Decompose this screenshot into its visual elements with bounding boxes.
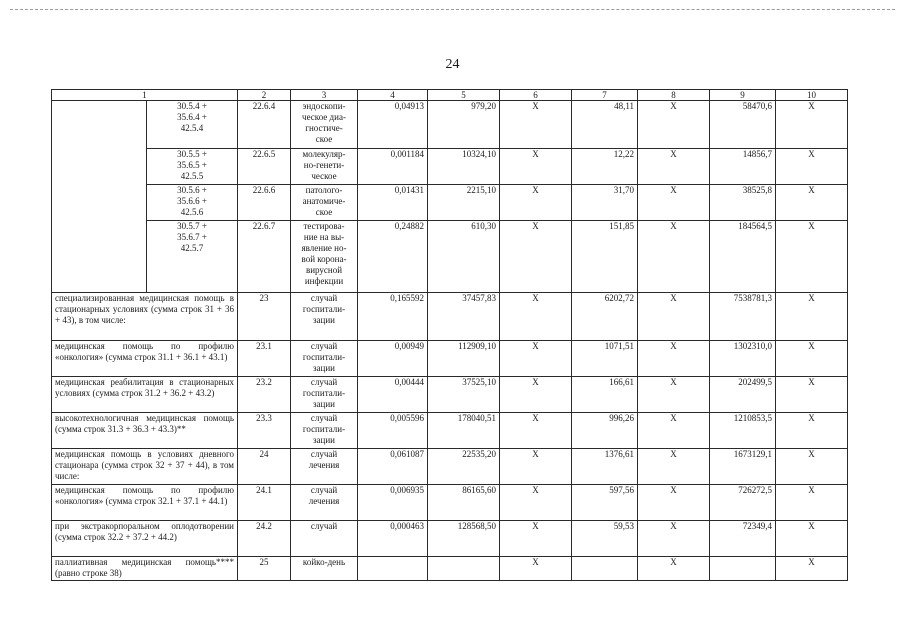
table-row (52, 557, 848, 581)
value-cell-c5: 178040,51 (428, 413, 500, 449)
value-cell-c9: 184564,5 (710, 221, 776, 293)
value-cell-c4: 0,006935 (358, 485, 428, 521)
value-cell-c8: Х (638, 377, 710, 413)
value-cell-c6: Х (500, 185, 572, 221)
value-cell-c10: Х (776, 377, 848, 413)
value-cell-c9: 14856,7 (710, 149, 776, 185)
table-row (52, 149, 848, 185)
value-cell-c7: 996,26 (572, 413, 638, 449)
value-cell-c9: 38525,8 (710, 185, 776, 221)
value-cell-c4: 0,061087 (358, 449, 428, 485)
value-cell-c9: 1210853,5 (710, 413, 776, 449)
column-header: 4 (358, 90, 428, 101)
table-row (52, 377, 848, 413)
value-cell-c7: 1376,61 (572, 449, 638, 485)
column-header: 10 (776, 90, 848, 101)
value-cell-c8: Х (638, 221, 710, 293)
row-label-cell: медицинская помощь по профилю «онкология» (сумма строк 32.1 + 37.1 + 44.1) (52, 485, 238, 521)
value-cell-c5: 128568,50 (428, 521, 500, 557)
column-header: 9 (710, 90, 776, 101)
unit-cell: молекуляр- но-генети- ческое (291, 149, 358, 185)
value-cell-c4: 0,000463 (358, 521, 428, 557)
line-code-cell: 30.5.7 + 35.6.7 + 42.5.7 (147, 221, 238, 293)
value-cell-c7: 151,85 (572, 221, 638, 293)
value-cell-c5: 10324,10 (428, 149, 500, 185)
value-cell-c5: 979,20 (428, 101, 500, 149)
column-header-row (52, 90, 848, 101)
value-cell-c10: Х (776, 413, 848, 449)
value-cell-c6: Х (500, 413, 572, 449)
value-cell-c5 (428, 557, 500, 581)
value-cell-c9: 726272,5 (710, 485, 776, 521)
column-header: 3 (291, 90, 358, 101)
top-dashed-rule (10, 9, 895, 10)
value-cell-c7: 48,11 (572, 101, 638, 149)
row-number-cell: 22.6.6 (238, 185, 291, 221)
value-cell-c6: Х (500, 485, 572, 521)
table-row (52, 341, 848, 377)
value-cell-c8: Х (638, 293, 710, 341)
value-cell-c5: 2215,10 (428, 185, 500, 221)
value-cell-c10: Х (776, 449, 848, 485)
value-cell-c7: 166,61 (572, 377, 638, 413)
row-number-cell: 24.1 (238, 485, 291, 521)
line-code-cell: 30.5.4 + 35.6.4 + 42.5.4 (147, 101, 238, 149)
unit-cell: случай (291, 521, 358, 557)
value-cell-c7: 1071,51 (572, 341, 638, 377)
value-cell-c6: Х (500, 341, 572, 377)
table-row (52, 293, 848, 341)
unit-cell: случай лечения (291, 449, 358, 485)
column-header: 7 (572, 90, 638, 101)
unit-cell: случай лечения (291, 485, 358, 521)
value-cell-c8: Х (638, 557, 710, 581)
value-cell-c4: 0,00949 (358, 341, 428, 377)
line-code-cell: 30.5.6 + 35.6.6 + 42.5.6 (147, 185, 238, 221)
value-cell-c6: Х (500, 449, 572, 485)
row-label-cell: высокотехнологичная медицинская помощь (сумма строк 31.3 + 36.3 + 43.3)** (52, 413, 238, 449)
value-cell-c9: 202499,5 (710, 377, 776, 413)
unit-cell: патолого- анатомиче- ское (291, 185, 358, 221)
value-cell-c9: 7538781,3 (710, 293, 776, 341)
value-cell-c5: 112909,10 (428, 341, 500, 377)
unit-cell: тестирова- ние на вы- явление но- вой корона- вирусной инфекции (291, 221, 358, 293)
page-number: 24 (445, 57, 460, 72)
value-cell-c8: Х (638, 413, 710, 449)
row-label-cell: медицинская помощь в условиях дневного стационара (сумма строк 32 + 37 + 44), в том числе: (52, 449, 238, 485)
row-number-cell: 22.6.7 (238, 221, 291, 293)
value-cell-c4: 0,01431 (358, 185, 428, 221)
row-number-cell: 23.1 (238, 341, 291, 377)
column-header: 8 (638, 90, 710, 101)
row-number-cell: 22.6.5 (238, 149, 291, 185)
column-header: 2 (238, 90, 291, 101)
unit-cell: случай госпитали- зации (291, 341, 358, 377)
value-cell-c6: Х (500, 557, 572, 581)
value-cell-c8: Х (638, 449, 710, 485)
row-label-cell: специализированная медицинская помощь в стационарных условиях (сумма строк 31 + 36 + 43), в том числе: (52, 293, 238, 341)
table-row (52, 413, 848, 449)
value-cell-c7: 6202,72 (572, 293, 638, 341)
unit-cell: случай госпитали- зации (291, 293, 358, 341)
value-cell-c6: Х (500, 221, 572, 293)
row-number-cell: 22.6.4 (238, 101, 291, 149)
value-cell-c8: Х (638, 521, 710, 557)
value-cell-c9 (710, 557, 776, 581)
column-header: 5 (428, 90, 500, 101)
value-cell-c8: Х (638, 101, 710, 149)
value-cell-c8: Х (638, 485, 710, 521)
row-label-cell: при экстракорпоральном оплодотворении (сумма строк 32.2 + 37.2 + 44.2) (52, 521, 238, 557)
value-cell-c4: 0,001184 (358, 149, 428, 185)
unit-cell: случай госпитали- зации (291, 413, 358, 449)
value-cell-c7: 12,22 (572, 149, 638, 185)
value-cell-c7: 31,70 (572, 185, 638, 221)
value-cell-c4: 0,04913 (358, 101, 428, 149)
row-label-cell: медицинская помощь по профилю «онкология» (сумма строк 31.1 + 36.1 + 43.1) (52, 341, 238, 377)
unit-cell: случай госпитали- зации (291, 377, 358, 413)
value-cell-c10: Х (776, 485, 848, 521)
value-cell-c10: Х (776, 557, 848, 581)
value-cell-c4: 0,00444 (358, 377, 428, 413)
data-table (51, 89, 848, 581)
row-number-cell: 25 (238, 557, 291, 581)
row-number-cell: 23.2 (238, 377, 291, 413)
value-cell-c10: Х (776, 185, 848, 221)
unit-cell: койко-день (291, 557, 358, 581)
value-cell-c9: 58470,6 (710, 101, 776, 149)
value-cell-c4 (358, 557, 428, 581)
row-number-cell: 23.3 (238, 413, 291, 449)
value-cell-c7 (572, 557, 638, 581)
value-cell-c6: Х (500, 521, 572, 557)
value-cell-c9: 72349,4 (710, 521, 776, 557)
value-cell-c5: 37525,10 (428, 377, 500, 413)
value-cell-c8: Х (638, 185, 710, 221)
value-cell-c7: 597,56 (572, 485, 638, 521)
column-header: 1 (52, 90, 238, 101)
value-cell-c9: 1302310,0 (710, 341, 776, 377)
value-cell-c6: Х (500, 149, 572, 185)
row-label-cell: медицинская реабилитация в стационарных условиях (сумма строк 31.2 + 36.2 + 43.2) (52, 377, 238, 413)
value-cell-c10: Х (776, 101, 848, 149)
table-row (52, 449, 848, 485)
table-row (52, 101, 848, 149)
value-cell-c5: 37457,83 (428, 293, 500, 341)
value-cell-c7: 59,53 (572, 521, 638, 557)
value-cell-c6: Х (500, 377, 572, 413)
row-number-cell: 23 (238, 293, 291, 341)
value-cell-c6: Х (500, 101, 572, 149)
indent-cell (52, 101, 147, 293)
value-cell-c10: Х (776, 341, 848, 377)
value-cell-c10: Х (776, 221, 848, 293)
value-cell-c8: Х (638, 341, 710, 377)
unit-cell: эндоскопи- ческое диа- гностиче- ское (291, 101, 358, 149)
table-row (52, 221, 848, 293)
value-cell-c10: Х (776, 521, 848, 557)
row-number-cell: 24.2 (238, 521, 291, 557)
value-cell-c10: Х (776, 149, 848, 185)
value-cell-c4: 0,005596 (358, 413, 428, 449)
value-cell-c5: 22535,20 (428, 449, 500, 485)
value-cell-c4: 0,24882 (358, 221, 428, 293)
table-row (52, 521, 848, 557)
row-number-cell: 24 (238, 449, 291, 485)
line-code-cell: 30.5.5 + 35.6.5 + 42.5.5 (147, 149, 238, 185)
value-cell-c5: 610,30 (428, 221, 500, 293)
value-cell-c9: 1673129,1 (710, 449, 776, 485)
row-label-cell: паллиативная медицинская помощь**** (равно строке 38) (52, 557, 238, 581)
table-row (52, 185, 848, 221)
value-cell-c10: Х (776, 293, 848, 341)
value-cell-c8: Х (638, 149, 710, 185)
value-cell-c6: Х (500, 293, 572, 341)
value-cell-c5: 86165,60 (428, 485, 500, 521)
column-header: 6 (500, 90, 572, 101)
table-row (52, 485, 848, 521)
value-cell-c4: 0,165592 (358, 293, 428, 341)
